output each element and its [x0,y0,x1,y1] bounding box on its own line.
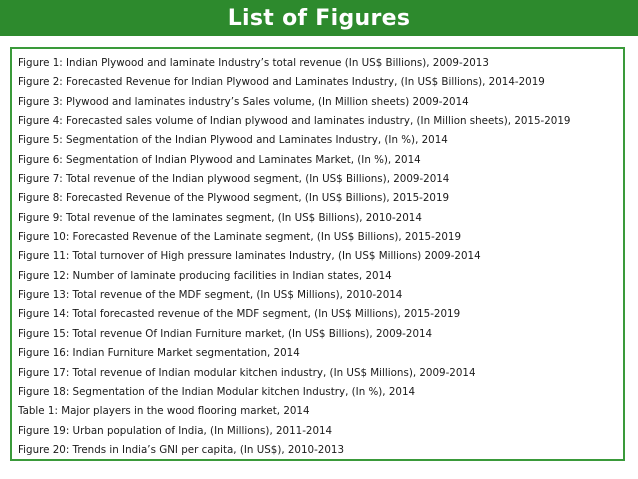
list-item: Figure 14: Total forecasted revenue of the MDF segment, (In US$ Millions), 2015-2019 [18,308,461,321]
list-item: Figure 5: Segmentation of the Indian Plywood and Laminates Industry, (In %), 2014 [18,134,448,147]
title-bar [0,0,638,36]
list-item: Figure 11: Total turnover of High pressure laminates Industry, (In US$ Millions) 2009-2014 [18,250,481,263]
list-item: Figure 18: Segmentation of the Indian Modular kitchen Industry, (In %), 2014 [18,385,416,398]
list-item: Figure 3: Plywood and laminates industry’s Sales volume, (In Million sheets) 2009-2014 [18,95,469,108]
figures-list [10,47,625,461]
list-item: Table 1: Major players in the wood flooring market, 2014 [18,405,310,418]
list-item: Figure 16: Indian Furniture Market segmentation, 2014 [18,347,300,360]
list-item: Figure 7: Total revenue of the Indian plywood segment, (In US$ Billions), 2009-2014 [18,173,450,186]
list-item: Figure 19: Urban population of India, (In Millions), 2011-2014 [18,424,333,437]
list-item: Figure 12: Number of laminate producing facilities in Indian states, 2014 [18,269,392,282]
list-item: Figure 20: Trends in India’s GNI per capita, (In US$), 2010-2013 [18,443,345,456]
list-item: Figure 15: Total revenue Of Indian Furniture market, (In US$ Billions), 2009-2014 [18,327,433,340]
page-title: List of Figures [227,5,411,31]
list-item: Figure 1: Indian Plywood and laminate Industry’s total revenue (In US$ Billions), 2009-2013 [18,57,489,69]
list-item: Figure 13: Total revenue of the MDF segment, (In US$ Millions), 2010-2014 [18,289,403,302]
list-item: Figure 17: Total revenue of Indian modular kitchen industry, (In US$ Millions), 2009-2014 [18,366,476,379]
list-item: Figure 8: Forecasted Revenue of the Plywood segment, (In US$ Billions), 2015-2019 [18,192,450,205]
list-item: Figure 6: Segmentation of Indian Plywood and Laminates Market, (In %), 2014 [18,153,421,166]
list-item: Figure 4: Forecasted sales volume of Indian plywood and laminates industry, (In Million sheets), 2015-2019 [18,115,571,128]
list-item: Figure 2: Forecasted Revenue for Indian Plywood and Laminates Industry, (In US$ Billions), 2014-2019 [18,76,545,89]
list-item: Figure 9: Total revenue of the laminates segment, (In US$ Billions), 2010-2014 [18,211,422,224]
list-item: Figure 10: Forecasted Revenue of the Laminate segment, (In US$ Billions), 2015-2019 [18,231,462,244]
